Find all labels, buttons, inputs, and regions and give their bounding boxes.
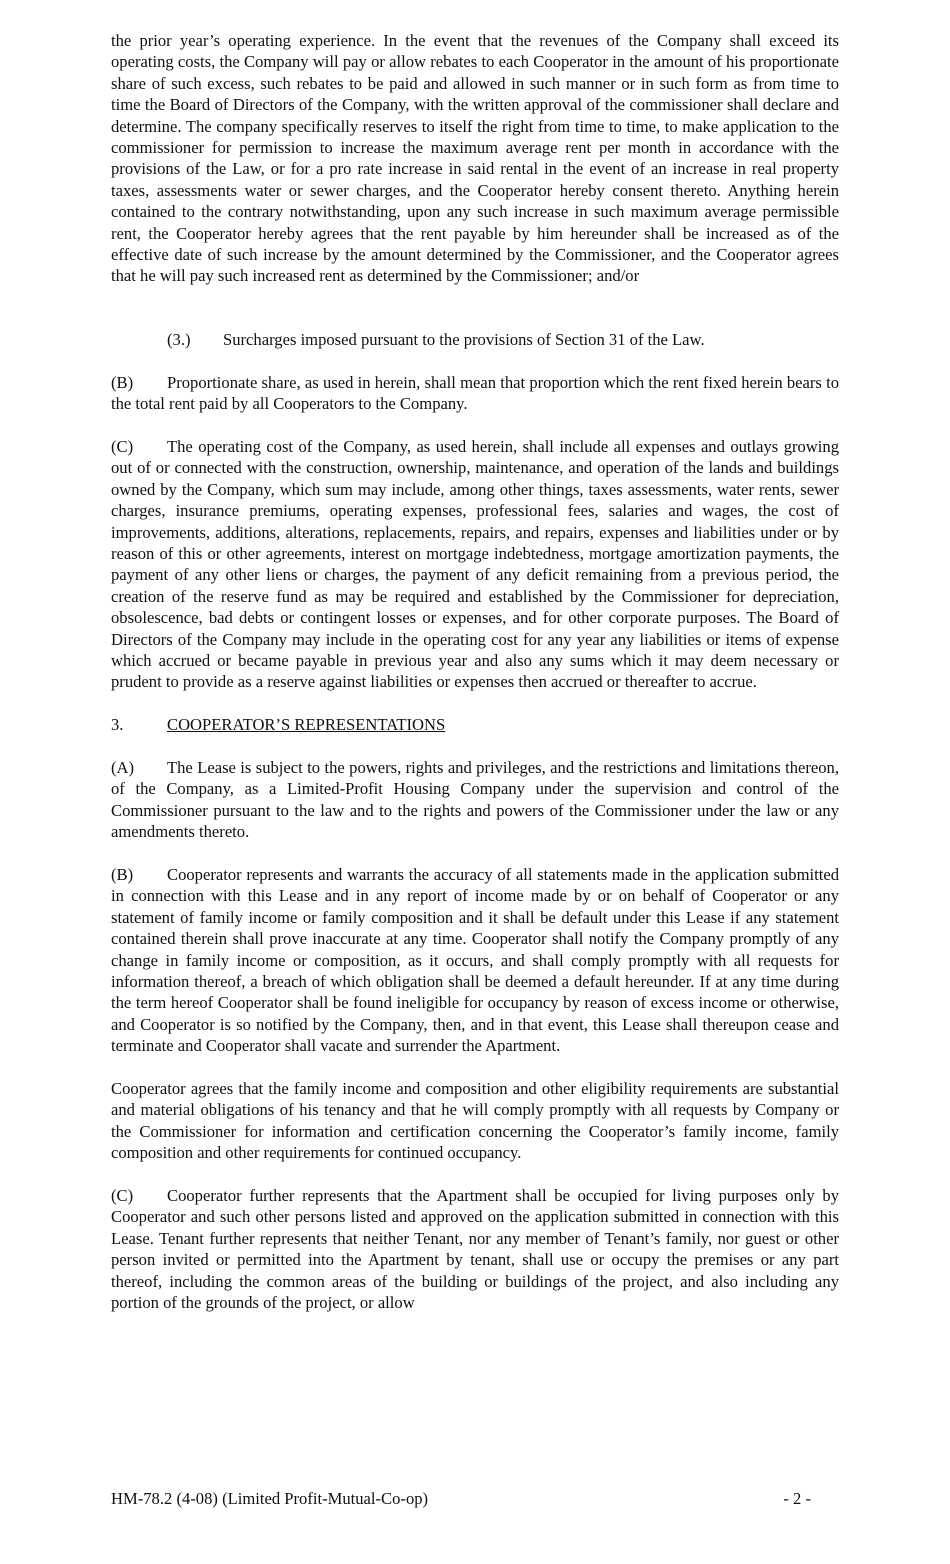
section-3-c-label: (C) xyxy=(111,1186,134,1206)
item-3 xyxy=(111,329,839,350)
paragraph-c xyxy=(111,436,839,693)
page-number: - 2 - xyxy=(783,1489,811,1508)
section-3-b-text: Cooperator represents and warrants the accuracy of all statements made in the application submitted in connection with this Lease and in any report of income made by or on behalf of Cooperator or any statement of family income or family composition and it shall be default under this Lease if any statement contained therein shall prove inaccurate at any time. Cooperator shall notify the Company promptly of any change in family income or composition, as it occurs, and shall comply promptly with all requests for information thereof, a breach of which obligation shall be deemed a default hereunder. If at any time during the term hereof Cooperator shall be found ineligible for occupancy by reason of excess income or otherwise, and Cooperator is so notified by the Company, then, and in that event, this Lease shall thereupon cease and terminate and Cooperator shall vacate and surrender the Apartment. xyxy=(111,864,839,1056)
section-3-paragraph-b xyxy=(111,864,839,1057)
item-3-label: (3.) xyxy=(167,329,191,349)
section-3-a-label: (A) xyxy=(111,757,135,777)
paragraph-c-label: (C) xyxy=(111,436,134,456)
item-3-text: Surcharges imposed pursuant to the provisions of Section 31 of the Law. xyxy=(223,329,705,349)
section-3-paragraph-b-continued: Cooperator agrees that the family income and composition and other eligibility requirements are substantial and material obligations of his tenancy and that he will comply promptly with all requests by Company or the Commissioner for information and certification concerning the Cooperator’s family income, family composition and other requirements for continued occupancy. xyxy=(111,1079,839,1163)
form-identifier: HM-78.2 (4-08) (Limited Profit-Mutual-Co-op) xyxy=(111,1489,429,1508)
section-3-b-label: (B) xyxy=(111,864,134,884)
paragraph-b-text: Proportionate share, as used in herein, shall mean that proportion which the rent fixed herein bears to the total rent paid by all Cooperators to the Company. xyxy=(111,372,839,414)
document-body xyxy=(111,30,839,1313)
section-3-heading xyxy=(111,714,839,735)
paragraph-b xyxy=(111,372,839,415)
section-3-title: COOPERATOR’S REPRESENTATIONS xyxy=(167,715,446,735)
section-3-c-text: Cooperator further represents that the Apartment shall be occupied for living purposes only by Cooperator and such other persons listed and approved on the application submitted in connection with this Lease. Tenant further represents that neither Tenant, nor any member of Tenant’s family, nor guest or other person invited or permitted into the Apartment by tenant, shall use or occupy the premises or any part thereof, including the common areas of the building or buildings of the project, and also including any portion of the grounds of the project, or allow xyxy=(111,1186,839,1313)
section-3-a-text: The Lease is subject to the powers, rights and privileges, and the restrictions and limitations thereon, of the Company, as a Limited-Profit Housing Company under the supervision and control of the Commissioner pursuant to the law and to the rights and powers of the Commissioner under the law or any amendments thereto. xyxy=(111,757,839,842)
paragraph-intro: the prior year’s operating experience. In the event that the revenues of the Company shall exceed its operating costs, the Company will pay or allow rebates to each Cooperator in the amount of his proportionate share of such excess, such rebates to be paid and allowed in such manner or in such form as from time to time the Board of Directors of the Company, with the written approval of the commissioner shall declare and determine. The company specifically reserves to itself the right from time to time, to make application to the commissioner for permission to increase the maximum average rent per month in accordance with the provisions of the Law, or for a pro rate increase in said rental in the event of an increase in real property taxes, assessments water or sewer charges, and the Cooperator hereby consent thereto. Anything herein contained to the contrary notwithstanding, upon any such increase in such maximum average permissible rent, the Cooperator hereby agrees that the rent payable by him hereunder shall be increased as of the effective date of such increase by the amount determined by the Commissioner, and the Cooperator agrees that he will pay such increased rent as determined by the Commissioner; and/or xyxy=(111,31,839,286)
section-3-paragraph-c xyxy=(111,1185,839,1313)
paragraph-b-label: (B) xyxy=(111,372,134,392)
paragraph-c-text: The operating cost of the Company, as used herein, shall include all expenses and outlays growing out of or connected with the construction, ownership, maintenance, and operation of the lands and buildings owned by the Company, which sum may include, among other things, taxes assessments, water rents, sewer charges, insurance premiums, operating expenses, professional fees, salaries and wages, the cost of improvements, additions, alterations, replacements, repairs, and repairs, expenses and liabilities under or by reason of this or other agreements, interest on mortgage indebtedness, mortgage amortization payments, the payment of any other liens or charges, the payment of any deficit remaining from a previous period, the creation of the reserve fund as may be required and established by the Commissioner for depreciation, obsolescence, bad debts or contingent losses or expenses, and for other corporate purposes. The Board of Directors of the Company may include in the operating cost for any year any liabilities or items of expense which accrued or became payable in previous year and also any sums which it may deem necessary or prudent to provide as a reserve against liabilities or expenses then accrued or thereafter to accrue. xyxy=(111,436,839,692)
section-3-paragraph-a xyxy=(111,757,839,843)
section-3-number: 3. xyxy=(111,715,124,735)
